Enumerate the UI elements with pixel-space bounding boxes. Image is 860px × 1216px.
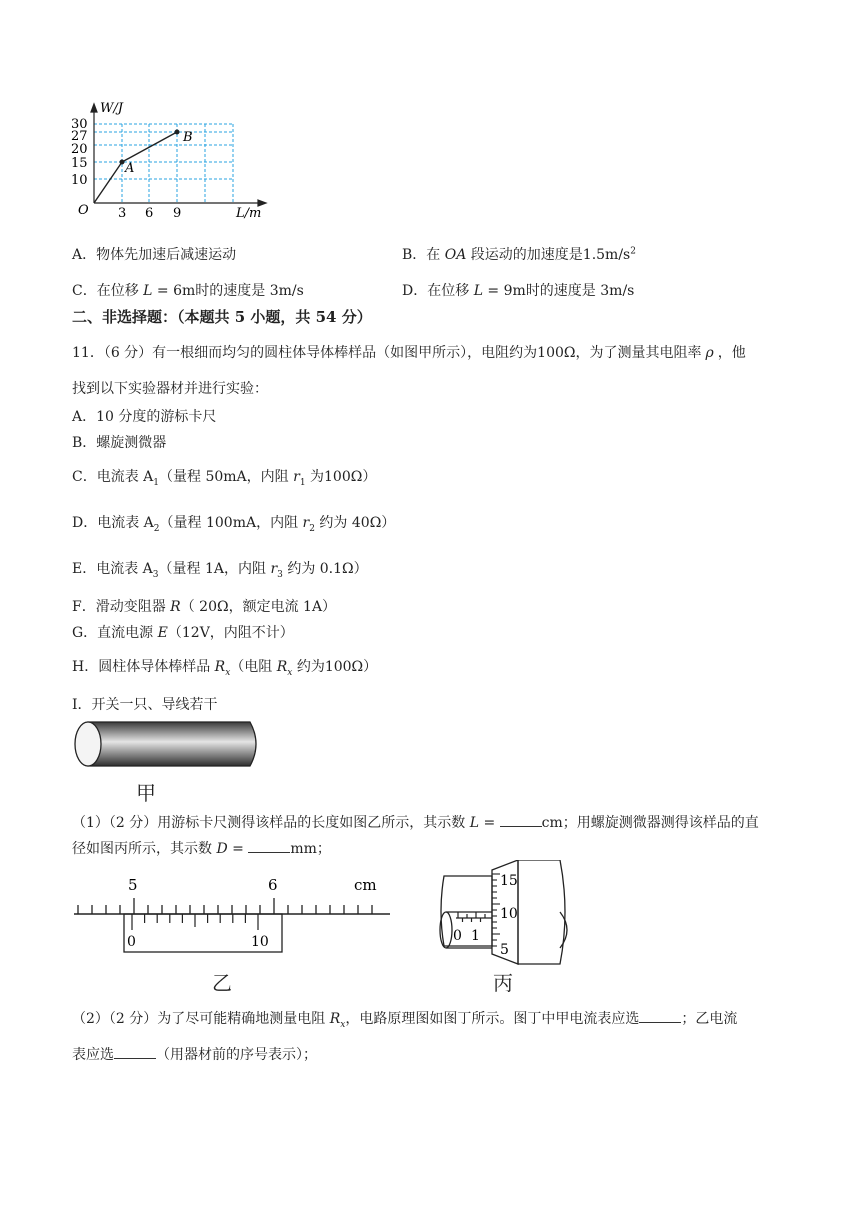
equipment-item-e bbox=[72, 558, 368, 580]
answer-blank-D[interactable] bbox=[248, 840, 290, 853]
point-b-label: B bbox=[183, 130, 193, 145]
section-heading: 二、非选择题：（本题共 5 小题，共 54 分） bbox=[72, 308, 372, 326]
part2-text-a: （2）（2 分）为了尽可能精确地测量电阻 bbox=[72, 1011, 330, 1027]
sleeve-scale bbox=[456, 912, 492, 922]
equipment-item-f bbox=[72, 596, 336, 616]
main-scale-label-6: 6 bbox=[268, 876, 278, 894]
item-f-end: （ 20Ω，额定电流 1A） bbox=[180, 599, 337, 615]
origin-label: O bbox=[78, 203, 89, 218]
item-c-mid: （量程 50mA，内阻 bbox=[159, 469, 294, 485]
item-d-end: 约为 40Ω） bbox=[314, 515, 396, 531]
x-tick-label: 6 bbox=[145, 206, 154, 221]
grid-lines bbox=[94, 124, 233, 203]
item-g-name: G．直流电源 bbox=[72, 625, 158, 641]
item-d-r: r bbox=[302, 515, 310, 531]
option-b-text: 段运动的加速度是1.5m/s bbox=[466, 247, 631, 263]
item-e-sub: 3 bbox=[152, 569, 159, 580]
option-a bbox=[72, 244, 236, 264]
part2-text-b: ，电路原理图如图丁所示。图丁中甲电流表应选 bbox=[345, 1011, 640, 1027]
answer-blank-meter-jia[interactable] bbox=[639, 1010, 681, 1023]
equipment-item-a: A．10 分度的游标卡尺 bbox=[72, 409, 217, 425]
main-scale-unit: cm bbox=[354, 876, 377, 894]
y-tick-label: 10 bbox=[71, 173, 88, 188]
micrometer-figure bbox=[434, 860, 574, 966]
item-h-r: R bbox=[214, 659, 226, 675]
option-d bbox=[402, 280, 634, 300]
option-d-suffix: 时的速度是 3m/s bbox=[525, 283, 635, 299]
thimble-label-10: 10 bbox=[500, 906, 518, 922]
equipment-item-h bbox=[72, 656, 377, 678]
y-tick-label: 20 bbox=[71, 142, 88, 157]
item-h-name: H．圆柱体导体棒样品 bbox=[72, 659, 215, 675]
equipment-item-i: I．开关一只、导线若干 bbox=[72, 697, 218, 713]
q11-intro-text: 11．（6 分）有一根细而均匀的圆柱体导体棒样品（如图甲所示），电阻约为100Ω，为了测量其电阻率 bbox=[72, 345, 702, 361]
part1-text-e: mm； bbox=[290, 841, 331, 857]
q11-intro-line1 bbox=[72, 342, 746, 362]
part1-text-d: 径如图丙所示，其示数 bbox=[72, 841, 217, 857]
vernier-caliper-figure bbox=[72, 870, 396, 956]
thimble-label-15: 15 bbox=[500, 873, 518, 889]
equipment-item-c bbox=[72, 466, 376, 488]
item-h-r2: R bbox=[276, 659, 288, 675]
item-g-e: E bbox=[157, 625, 168, 641]
part1-eq2: = bbox=[227, 841, 249, 857]
vernier-scale-ticks bbox=[132, 914, 258, 930]
item-d-name: D．电流表 A bbox=[72, 515, 154, 531]
part2-line1 bbox=[72, 1008, 737, 1030]
thimble-scale bbox=[492, 874, 500, 946]
option-c-prefix: C．在位移 bbox=[72, 283, 144, 299]
main-scale-ticks bbox=[78, 898, 372, 914]
part1-eq: = bbox=[479, 815, 500, 831]
option-c-eq: = 6m bbox=[152, 283, 196, 299]
figure-jia-caption: 甲 bbox=[136, 781, 156, 805]
equipment-item-d bbox=[72, 512, 395, 534]
option-c bbox=[72, 280, 304, 300]
y-tick-label: 27 bbox=[71, 129, 88, 144]
part2-line2 bbox=[72, 1044, 317, 1064]
x-tick-label: 9 bbox=[173, 206, 182, 221]
axes bbox=[91, 104, 266, 206]
y-tick-label: 15 bbox=[71, 156, 88, 171]
part1-text-c: cm；用螺旋测微器测得该样品的直 bbox=[541, 815, 759, 831]
option-b-segment: OA bbox=[444, 247, 467, 263]
item-c-r: r bbox=[293, 469, 300, 485]
vernier-label-10: 10 bbox=[251, 934, 269, 950]
part2-text-c: ；乙电流 bbox=[681, 1011, 738, 1027]
option-d-eq: = 9m bbox=[482, 283, 526, 299]
figure-bing-caption: 丙 bbox=[493, 971, 513, 995]
y-tick-label: 30 bbox=[71, 117, 88, 132]
point-a-label: A bbox=[125, 161, 135, 176]
option-c-var: L bbox=[143, 283, 153, 299]
option-a-text: A．物体先加速后减速运动 bbox=[72, 247, 237, 263]
item-h-sub: x bbox=[225, 667, 231, 678]
vernier-label-0: 0 bbox=[127, 934, 136, 950]
sleeve-label-0: 0 bbox=[453, 928, 462, 944]
option-c-suffix: 时的速度是 3m/s bbox=[195, 283, 304, 299]
point-b-marker bbox=[175, 130, 180, 135]
option-b-sup: 2 bbox=[630, 246, 636, 257]
part2-text-e: （用器材前的序号表示）； bbox=[156, 1047, 317, 1063]
rho-symbol: ρ bbox=[705, 345, 714, 361]
item-c-rsub: 1 bbox=[299, 477, 306, 488]
equipment-item-b: B．螺旋测微器 bbox=[72, 435, 167, 451]
part2-text-d: 表应选 bbox=[72, 1047, 114, 1063]
x-tick-label: 3 bbox=[118, 206, 127, 221]
item-e-name: E．电流表 A bbox=[72, 561, 153, 577]
q11-intro-line2: 找到以下实验器材并进行实验： bbox=[72, 381, 268, 397]
item-e-end: 约为 0.1Ω） bbox=[282, 561, 368, 577]
item-g-end: （12V，内阻不计） bbox=[167, 625, 294, 641]
item-h-sub2: x bbox=[287, 667, 293, 678]
option-b-prefix: B．在 bbox=[402, 247, 445, 263]
item-e-rsub: 3 bbox=[277, 569, 283, 580]
option-d-prefix: D．在位移 bbox=[402, 283, 474, 299]
item-f-r: R bbox=[170, 599, 181, 615]
item-e-mid: （量程 1A，内阻 bbox=[158, 561, 271, 577]
option-b bbox=[402, 244, 636, 264]
item-c-end: 为100Ω） bbox=[305, 469, 377, 485]
point-a-marker bbox=[120, 160, 125, 165]
item-d-rsub: 2 bbox=[309, 523, 315, 534]
var-Rx: R bbox=[329, 1011, 341, 1027]
item-c-sub: 1 bbox=[153, 477, 160, 488]
item-d-mid: （量程 100mA，内阻 bbox=[159, 515, 303, 531]
y-axis-label: W/J bbox=[100, 101, 123, 116]
var-L: L bbox=[469, 815, 480, 831]
item-h-end: 约为100Ω） bbox=[292, 659, 378, 675]
item-e-r: r bbox=[270, 561, 278, 577]
option-d-var: L bbox=[473, 283, 483, 299]
var-Rx-sub: x bbox=[340, 1019, 346, 1030]
cylinder-rod-figure bbox=[70, 718, 266, 770]
part1-line1 bbox=[72, 812, 759, 832]
item-f-name: F．滑动变阻器 bbox=[72, 599, 171, 615]
answer-blank-meter-yi[interactable] bbox=[114, 1046, 156, 1059]
part1-line2 bbox=[72, 838, 331, 858]
work-displacement-graph bbox=[68, 100, 268, 222]
figure-yi-caption: 乙 bbox=[212, 971, 232, 995]
var-D: D bbox=[216, 841, 228, 857]
part1-text-a: （1）（2 分）用游标卡尺测得该样品的长度如图乙所示，其示数 bbox=[72, 815, 470, 831]
q11-intro-end: ，他 bbox=[717, 345, 746, 361]
item-d-sub: 2 bbox=[153, 523, 160, 534]
x-axis-label: L/m bbox=[236, 206, 262, 221]
equipment-item-g bbox=[72, 622, 294, 642]
sleeve-label-1: 1 bbox=[471, 928, 480, 944]
answer-blank-L[interactable] bbox=[500, 814, 542, 827]
main-scale-label-5: 5 bbox=[128, 876, 138, 894]
thimble-label-5: 5 bbox=[500, 942, 509, 958]
item-h-mid: （电阻 bbox=[230, 659, 277, 675]
data-line bbox=[94, 132, 177, 203]
item-c-name: C．电流表 A bbox=[72, 469, 154, 485]
